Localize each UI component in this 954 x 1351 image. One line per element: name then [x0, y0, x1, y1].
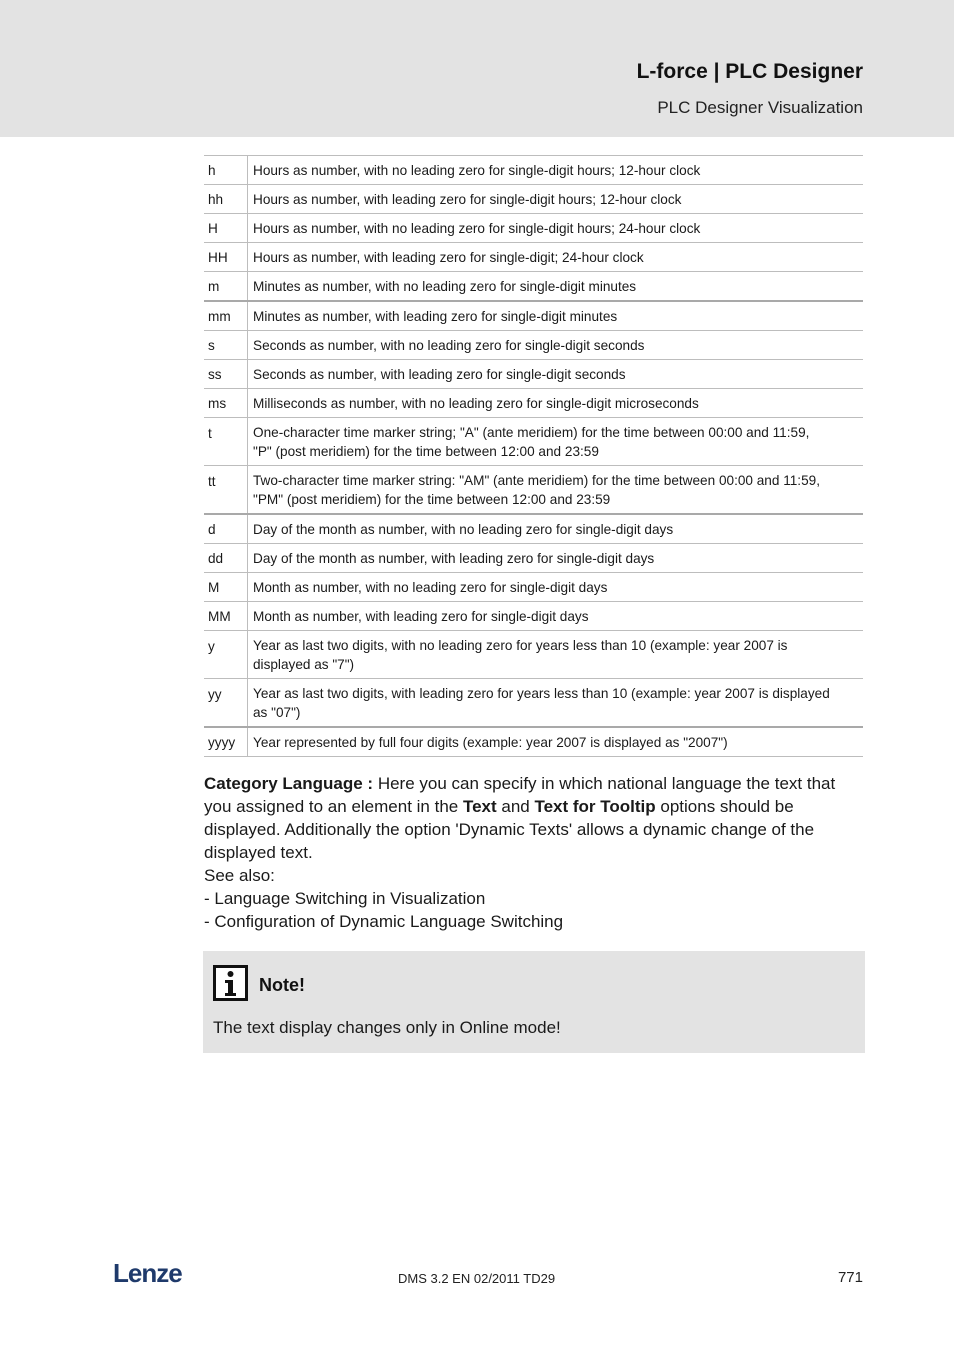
description-line: displayed as "7"): [253, 657, 355, 672]
description-line: as "07"): [253, 705, 301, 720]
format-description: Month as number, with leading zero for single-digit days: [248, 602, 864, 631]
format-code: t: [204, 418, 248, 466]
table-row: [204, 418, 863, 466]
tooltip-option-label: Text for Tooltip: [534, 797, 656, 816]
format-description: Month as number, with no leading zero for single-digit days: [248, 573, 864, 602]
table-row: [204, 573, 863, 602]
format-description: Day of the month as number, with leading zero for single-digit days: [248, 544, 864, 573]
format-description: Minutes as number, with leading zero for single-digit minutes: [248, 301, 864, 331]
lenze-logo: [113, 1259, 191, 1287]
table-row: [204, 389, 863, 418]
format-description: Hours as number, with no leading zero for single-digit hours; 24-hour clock: [248, 214, 864, 243]
time-format-table: [204, 155, 863, 757]
table-row: [204, 514, 863, 544]
format-description: [248, 679, 864, 728]
category-language-paragraph: [204, 772, 864, 864]
format-description: Seconds as number, with no leading zero for single-digit seconds: [248, 331, 864, 360]
see-also-link-language-switching[interactable]: - Language Switching in Visualization: [204, 889, 486, 908]
format-code: ms: [204, 389, 248, 418]
table-row: [204, 602, 863, 631]
table-row: [204, 331, 863, 360]
table-row: [204, 679, 863, 728]
format-description: Minutes as number, with no leading zero for single-digit minutes: [248, 272, 864, 302]
note-box: [203, 951, 865, 1053]
format-code: m: [204, 272, 248, 302]
format-description: [248, 418, 864, 466]
format-description: Hours as number, with no leading zero for single-digit hours; 12-hour clock: [248, 156, 864, 185]
document-title: L-force | PLC Designer: [636, 60, 863, 83]
format-code: MM: [204, 602, 248, 631]
format-description: Hours as number, with leading zero for single-digit; 24-hour clock: [248, 243, 864, 272]
format-code: tt: [204, 466, 248, 515]
format-code: hh: [204, 185, 248, 214]
format-code: yyyy: [204, 727, 248, 757]
format-code: s: [204, 331, 248, 360]
table-row: [204, 360, 863, 389]
format-code: yy: [204, 679, 248, 728]
format-code: d: [204, 514, 248, 544]
document-subtitle: PLC Designer Visualization: [657, 98, 863, 117]
page-number: 771: [837, 1269, 863, 1286]
format-code: h: [204, 156, 248, 185]
format-description: [248, 466, 864, 515]
table-row: [204, 301, 863, 331]
table-row: [204, 185, 863, 214]
format-description: Day of the month as number, with no leading zero for single-digit days: [248, 514, 864, 544]
note-title: Note!: [259, 975, 305, 995]
document-reference: DMS 3.2 EN 02/2011 TD29: [398, 1271, 556, 1286]
category-language-section: [204, 772, 864, 933]
logo-text: Lenze: [113, 1259, 182, 1287]
table-row: [204, 214, 863, 243]
format-code: ss: [204, 360, 248, 389]
format-code: HH: [204, 243, 248, 272]
description-line: Year as last two digits, with leading zero for years less than 10 (example: year 2007 is displayed: [253, 686, 830, 701]
info-icon: [213, 965, 248, 1001]
format-code: y: [204, 631, 248, 679]
text-option-label: Text: [462, 797, 497, 816]
table-row: [204, 631, 863, 679]
format-description: Hours as number, with leading zero for single-digit hours; 12-hour clock: [248, 185, 864, 214]
description-line: "PM" (post meridiem) for the time between 12:00 and 23:59: [253, 492, 611, 507]
description-line: One-character time marker string; "A" (ante meridiem) for the time between 00:00 and 11:59,: [253, 425, 810, 440]
description-line: Year as last two digits, with no leading zero for years less than 10 (example: year 2007 is: [253, 638, 788, 653]
format-code: M: [204, 573, 248, 602]
table-row: [204, 243, 863, 272]
table-row: [204, 466, 863, 515]
table-row: [204, 156, 863, 185]
format-description: [248, 631, 864, 679]
paragraph-text: and: [496, 797, 535, 816]
note-text: The text display changes only in Online mode!: [213, 1018, 561, 1037]
format-code: mm: [204, 301, 248, 331]
category-label: Category Language :: [204, 774, 374, 793]
see-also-link-dynamic-switching[interactable]: - Configuration of Dynamic Language Switching: [204, 912, 564, 931]
paragraph-text: Here you can specify in which national language the text that you assigned to an element in the: [204, 774, 836, 816]
see-also-label: See also:: [204, 866, 275, 885]
description-line: "P" (post meridiem) for the time between 12:00 and 23:59: [253, 444, 599, 459]
format-code: H: [204, 214, 248, 243]
format-description: Seconds as number, with leading zero for single-digit seconds: [248, 360, 864, 389]
format-description: Milliseconds as number, with no leading zero for single-digit microseconds: [248, 389, 864, 418]
format-description: Year represented by full four digits (example: year 2007 is displayed as "2007"): [248, 727, 864, 757]
header-band: [0, 0, 954, 137]
description-line: Two-character time marker string: "AM" (ante meridiem) for the time between 00:00 and 11:59,: [253, 473, 820, 488]
format-code: dd: [204, 544, 248, 573]
table-row: [204, 544, 863, 573]
table-row: [204, 272, 863, 302]
paragraph-text: options should be displayed. Additionally the option 'Dynamic Texts' allows a dynamic change of the displayed text.: [204, 797, 815, 862]
table-row: [204, 727, 863, 757]
